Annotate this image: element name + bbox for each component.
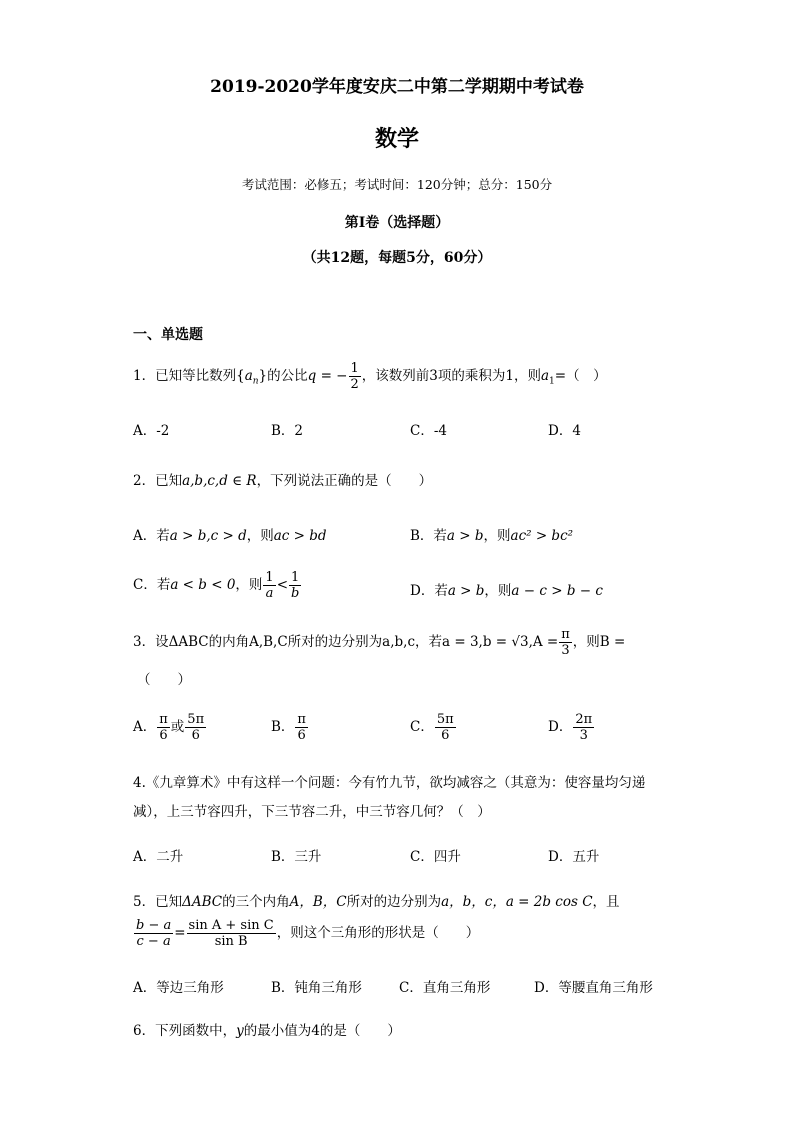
- q1-option-b: B．2: [271, 423, 304, 439]
- q3-option-a: [133, 712, 207, 743]
- q5-f2-num: sin A + sin C: [188, 918, 274, 933]
- volume-title: 第I卷（选择题）: [344, 215, 450, 231]
- q2-prefix: 2．已知: [133, 473, 183, 489]
- q6-prefix: 6．下列函数中，: [133, 1023, 237, 1039]
- volume-note: （共12题，每题5分，60分）: [302, 250, 492, 266]
- q2-a-res: ac > bd: [273, 528, 327, 544]
- q3-a-fraction-1: [157, 712, 170, 743]
- q2-option-d: [410, 579, 603, 599]
- q1-a1: a: [540, 368, 550, 384]
- q3-a-label: A．: [133, 719, 157, 735]
- q2-b-cond: a > b: [446, 528, 484, 544]
- q1-prefix: 1．已知等比数列: [133, 368, 237, 384]
- q4-option-c: C．四升: [410, 849, 461, 865]
- q1-mid: 的公比: [267, 368, 308, 384]
- q1-option-d: D．4: [548, 423, 581, 439]
- q5-fraction-1: [134, 918, 173, 949]
- q4-option-a: A．二升: [133, 849, 184, 865]
- q3-c-d: 6: [441, 728, 450, 743]
- q3-pi-den: 3: [561, 643, 570, 658]
- q5-angles: A，B，C: [289, 894, 347, 910]
- q2-c-fraction-2: [289, 570, 301, 601]
- q2-d-mid: ，则: [484, 583, 512, 599]
- q5-suffix: ，则这个三角形的形状是（ ）: [276, 925, 480, 941]
- q5-prefix: 5．已知: [133, 894, 183, 910]
- q1-seq-a: a: [244, 368, 253, 384]
- question-2: [133, 469, 432, 489]
- q2-vars: a,b,c,d ∈ R: [182, 473, 257, 489]
- q2-c-cond: a < b < 0: [170, 577, 236, 593]
- subject-title: 数学: [374, 126, 419, 152]
- q2-suffix: ，下列说法正确的是（ ）: [256, 473, 433, 489]
- q3-cond: a = 3,b = √3,A =: [442, 634, 559, 650]
- q2-a-cond: a > b,c > d: [169, 528, 247, 544]
- question-3: [133, 627, 625, 658]
- q2-d-cond: a > b: [447, 583, 485, 599]
- q3-a-or: 或: [170, 719, 185, 735]
- q4-option-b: B．三升: [271, 849, 322, 865]
- q5-option-a: A．等边三角形: [133, 980, 224, 996]
- q3-suffix: ，则B =: [572, 634, 626, 650]
- q5-eq: =: [174, 925, 186, 941]
- q2-c-num1: 1: [265, 570, 274, 585]
- q2-c-den2: b: [290, 586, 300, 601]
- q1-mid2: ，该数列前3项的乘积为1，则: [361, 368, 541, 384]
- q6-suffix: 的最小值为4的是（ ）: [243, 1023, 401, 1039]
- q3-a-n1: π: [159, 712, 168, 727]
- q5-option-b: B．钝角三角形: [271, 980, 362, 996]
- q2-c-pre: C．若: [133, 577, 171, 593]
- q2-option-c: [133, 570, 302, 601]
- question-4-line-2: 减），上三节容四升，下三节容二升，中三节容几何？（ ）: [133, 804, 491, 820]
- q1-a1-sub: 1: [549, 376, 555, 387]
- q4-option-d: D．五升: [548, 849, 600, 865]
- section-title: 一、单选题: [133, 327, 203, 343]
- q1-half-num: 1: [350, 361, 359, 376]
- q3-c-n: 5π: [436, 712, 454, 727]
- q3-d-d: 3: [579, 728, 588, 743]
- q3-b-d: 6: [297, 728, 306, 743]
- q3-pi-fraction: [559, 627, 572, 658]
- q1-q-lhs: q = −: [307, 368, 348, 384]
- q2-d-res: a − c > b − c: [511, 583, 603, 599]
- q5-sides: a，b，c，a = 2b cos C: [441, 894, 593, 910]
- q3-option-c: [410, 712, 457, 743]
- q3-d-fraction: [573, 712, 594, 743]
- q1-option-a: A．-2: [133, 423, 170, 439]
- q3-c-fraction: [435, 712, 456, 743]
- q5-fraction-2: [187, 918, 276, 949]
- q5-mid: 的三个内角: [222, 894, 290, 910]
- q2-option-b: [410, 524, 573, 544]
- q3-a-d2: 6: [191, 728, 200, 743]
- q2-c-den1: a: [265, 586, 274, 601]
- q3-b-fraction: [295, 712, 308, 743]
- q2-c-fraction-1: [263, 570, 275, 601]
- q1-seq-close: }: [258, 368, 268, 384]
- q3-b-n: π: [297, 712, 306, 727]
- q3-paren: （ ）: [137, 672, 191, 688]
- question-1: [133, 361, 607, 392]
- q5-end: ，且: [592, 894, 620, 910]
- q1-seq-sub: n: [252, 376, 259, 387]
- q3-option-b: [271, 712, 309, 743]
- q6-y: y: [236, 1023, 244, 1039]
- q5-f1-den: c − a: [136, 934, 171, 949]
- q5-f1-num: b − a: [136, 918, 172, 933]
- q2-a-pre: A．若: [133, 528, 170, 544]
- question-4-line-1: 4.《九章算术》中有这样一个问题：今有竹九节，欲均减容之（其意为：使容量均匀递: [133, 775, 646, 791]
- exam-title: 2019-2020学年度安庆二中第二学期期中考试卷: [210, 77, 584, 97]
- q5-f2-den: sin B: [214, 934, 248, 949]
- q1-option-c: C．-4: [410, 423, 447, 439]
- q3-a-d1: 6: [159, 728, 168, 743]
- q2-b-pre: B．若: [410, 528, 447, 544]
- q1-half-fraction: [349, 361, 361, 392]
- q2-option-a: [133, 524, 327, 544]
- exam-meta: 考试范围：必修五；考试时间：120分钟；总分：150分: [241, 177, 553, 192]
- q1-suffix: =（ ）: [554, 368, 607, 384]
- q3-option-d: [548, 712, 595, 743]
- q5-tri: ΔABC: [182, 894, 223, 910]
- q2-b-res: ac² > bc²: [510, 528, 574, 544]
- q3-b-label: B．: [271, 719, 295, 735]
- question-6: [133, 1019, 401, 1039]
- q2-b-mid: ，则: [483, 528, 511, 544]
- question-5-line-2: [133, 918, 479, 949]
- q2-c-mid: ，则: [235, 577, 263, 593]
- q3-pi-num: π: [561, 627, 570, 642]
- q3-a-n2: 5π: [187, 712, 205, 727]
- q2-c-lt: <: [276, 577, 289, 593]
- q2-c-num2: 1: [291, 570, 300, 585]
- q5-mid2: 所对的边分别为: [346, 894, 442, 910]
- q3-d-n: 2π: [575, 712, 593, 727]
- question-5-line-1: [133, 890, 620, 910]
- q5-option-c: C．直角三角形: [399, 980, 491, 996]
- q1-half-den: 2: [350, 377, 359, 392]
- q3-d-label: D．: [548, 719, 573, 735]
- q5-option-d: D．等腰直角三角形: [534, 980, 653, 996]
- q3-c-label: C．: [410, 719, 434, 735]
- q2-a-mid: ，则: [246, 528, 274, 544]
- q1-seq-open: {: [236, 368, 245, 384]
- q3-prefix: 3．设ΔABC的内角A,B,C所对的边分别为a,b,c，若: [133, 634, 443, 650]
- q2-d-pre: D．若: [410, 583, 448, 599]
- q3-a-fraction-2: [185, 712, 206, 743]
